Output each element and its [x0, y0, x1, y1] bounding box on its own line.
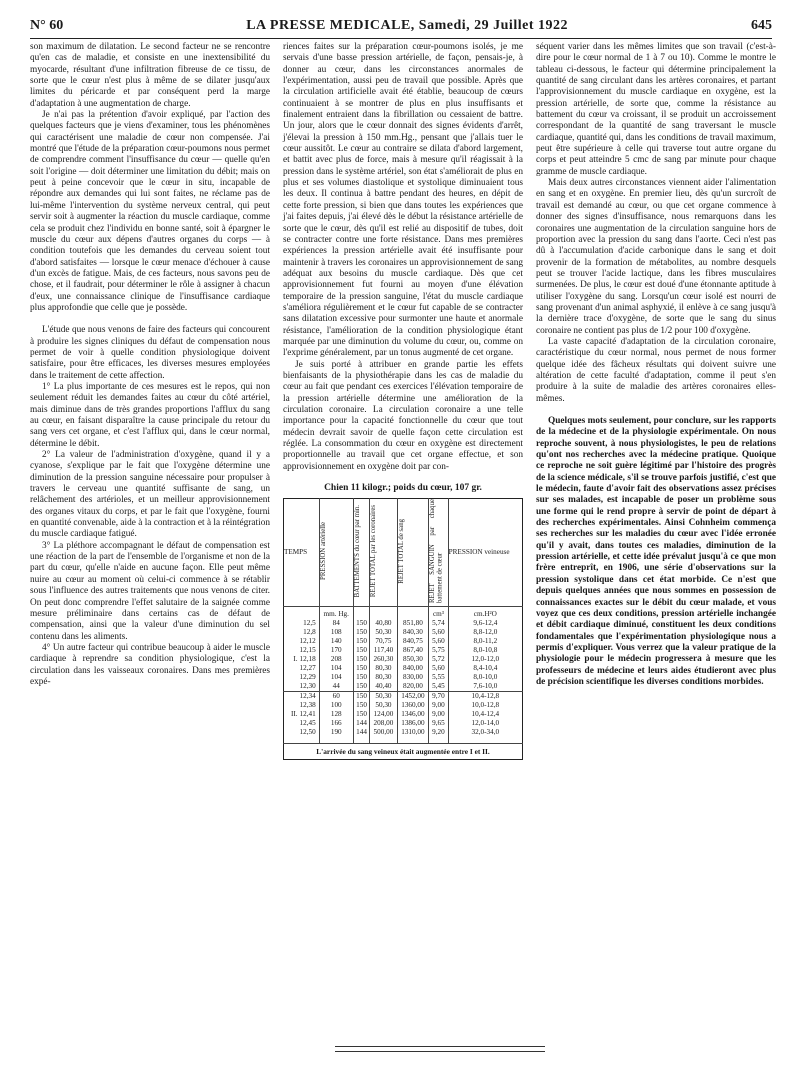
table-cell: 10,4-12,8	[448, 692, 522, 702]
table-cell: 5,74	[429, 619, 448, 628]
time-value: 12,50	[299, 728, 316, 737]
table-cell: 140	[319, 637, 353, 646]
table-cell: 80,30	[370, 673, 397, 682]
time-value: 12,45	[299, 719, 316, 728]
paragraph: 3° La pléthore accompagnant le défaut de compensation est une réaction de la part de l'ensemble de l'organisme et non de la part du cœur, qu'elle n'aide en aucune façon. Elle peut même nuire au cœur au moment où celui-ci commence à se rétablir sous l'influence des autres traitements que nous venons de citer. On peut donc comprendre l'effet salutaire de la saignée comme mesure préliminaire dans certains cas de défaut de compensation, ainsi que la valeur d'une diminution du sel contenu dans les aliments.	[30, 540, 270, 642]
table-header-cell	[397, 499, 429, 607]
table-cell: 9,6-12,4	[448, 619, 522, 628]
table-row	[284, 628, 523, 637]
table-cell: 44	[319, 682, 353, 692]
table-cell: 1452,00	[397, 692, 429, 702]
end-rule-bottom	[335, 1051, 545, 1052]
table-cell: 1360,00	[397, 701, 429, 710]
table-cell: 9,70	[429, 692, 448, 702]
table-cell	[284, 628, 320, 637]
table-cell: 500,00	[370, 728, 397, 737]
paragraph: Je n'ai pas la prétention d'avoir expliqué, par l'action des quelques facteurs que je viens d'examiner, tous les phénomènes qui caractérisent une maladie de cœur non compensée. J'ai montré que l'étude de la préparation cœur-poumons nous permet de comprendre comment l'insuffisance du cœur — quelle qu'en soit l'origine — doit déterminer une limitation du débit; mais on peut à peine concevoir que le cœur in situ, incapable de répondre aux demandes qui lui sont faites, ne réclame pas de lui-même l'intervention du système nerveux central, qui peut servir soit à augmenter la réaction du muscle cardiaque, comme cela se produit chez l'individu en bonne santé, soit à épargner le muscle du cœur aux dépens d'autres organes du corps — à condition toutefois que les demandes du cerveau soient tout d'abord satisfaites — lorsque le cœur menace d'échouer à cause d'un excès de fatigue. Mais, de ces facteurs, nous savons peu de chose, et il faudrait, pour déterminer le rôle à assigner à chacun d'eux, une connaissance clinique de l'insuffisance cardiaque plus approfondie que celle que je possède.	[30, 110, 270, 313]
table-cell: 8,4-10,4	[448, 664, 522, 673]
table-row	[284, 619, 523, 628]
table-note: L'arrivée du sang veineux était augmentée entre I et II.	[284, 744, 523, 760]
table-cell: 5,60	[429, 628, 448, 637]
table-cell: 170	[319, 646, 353, 655]
header-label: PRESSION veineuse	[448, 548, 510, 557]
time-value: 12,18	[299, 655, 316, 664]
column-middle-text	[283, 42, 523, 473]
header-label: REJET TOTAL par les coronaires	[370, 505, 378, 598]
table-header-row	[284, 499, 523, 607]
table-row	[284, 710, 523, 719]
table-cell: 60	[319, 692, 353, 702]
column-middle	[283, 42, 523, 760]
table-cell: 851,80	[397, 619, 429, 628]
table-cell: 820,00	[397, 682, 429, 692]
table-cell: 150	[353, 673, 370, 682]
group-label: I.	[293, 655, 298, 664]
table-cell: 5,55	[429, 673, 448, 682]
table-cell: 117,40	[370, 646, 397, 655]
table-cell: 5,72	[429, 655, 448, 664]
table-cell	[284, 692, 320, 702]
table-cell: 150	[353, 637, 370, 646]
table-cell: 10,4-12,4	[448, 710, 522, 719]
table-cell	[284, 701, 320, 710]
issue-number: N° 60	[30, 18, 64, 33]
table-cell: 104	[319, 664, 353, 673]
table-cell: 150	[353, 619, 370, 628]
table-cell: 208,00	[370, 719, 397, 728]
table-header-cell	[284, 499, 320, 607]
end-rule-top	[335, 1046, 545, 1047]
time-value: 12,38	[299, 701, 316, 710]
table-cell: 40,40	[370, 682, 397, 692]
table-cell: 150	[353, 701, 370, 710]
table-cell: 80,30	[370, 664, 397, 673]
time-value: 12,8	[303, 628, 316, 637]
time-value: 12,41	[299, 710, 316, 719]
table-cell: 9,20	[429, 728, 448, 737]
column-right	[536, 42, 776, 688]
table-cell	[284, 710, 320, 719]
table-cell	[284, 646, 320, 655]
table-cell: 5,75	[429, 646, 448, 655]
table-cell: 10,0-12,8	[448, 701, 522, 710]
table-cell: 150	[353, 655, 370, 664]
table-cell: 8,0-11,2	[448, 637, 522, 646]
time-value: 12,27	[299, 664, 316, 673]
table-row	[284, 664, 523, 673]
table-cell: 104	[319, 673, 353, 682]
paragraph: son maximum de dilatation. Le second facteur ne se rencontre qu'en cas de maladie, et consiste en une inextensibilité du myocarde, résultant d'une infiltration fibreuse de ce tissu, de sorte que le cœur n'est plus à même de se dilater jusqu'aux limites du péricarde et par conséquent perd la marge d'adaptation à une augmentation de charge.	[30, 42, 270, 109]
table-cell	[284, 664, 320, 673]
time-value: 12,29	[299, 673, 316, 682]
table-cell: 70,75	[370, 637, 397, 646]
table-cell: 150	[353, 710, 370, 719]
table-cell: 5,60	[429, 637, 448, 646]
data-table	[283, 498, 523, 760]
table-cell: 840,75	[397, 637, 429, 646]
table-cell: 150	[353, 682, 370, 692]
table-header-cell	[319, 499, 353, 607]
table-cell: 9,00	[429, 701, 448, 710]
paragraph: riences faites sur la préparation cœur-poumons isolés, je me servais d'une basse pression artérielle, de façon, pensais-je, à donner au cœur, dans les circonstances anormales de l'expérimentation, aussi peu de travail que possible. Après que la circulation artificielle avait été établie, beaucoup de cœurs continuaient à se montrer de plus en plus insuffisants et finalement entraient dans la fibrillation ou cessaient de battre. Un jour, alors que le cœur donnait des signes évidents d'arrêt, j'élevai la pression à 150 mm.Hg., pensant que j'allais tuer le cœur aussitôt. Le cœur au contraire se dilata d'abord largement, et battit avec plus de force, mais à mesure qu'il réagissait à la pression dans le système artériel, son état s'améliorait de plus en plus et ses volumes diastolique et systolique diminuaient tous les deux. Il continua à battre pendant des heures, en dépit de cette forte pression, si bien que dans toutes les expériences que j'ai faites depuis, j'ai élevé dès le début la résistance artérielle de sorte que le cœur, dès qu'il est relié au dispositif de tubes, doit se contracter contre une forte résistance. Dans mes premières expériences la pression artérielle avait été insuffisante pour maintenir à travers les coronaires un approvisionnement de sang adéquat aux besoins du muscle cardiaque. Dès que cet approvisionnement fut fourni au moyen d'une élévation temporaire de la pression sanguine, l'état du muscle cardiaque s'améliora régulièrement et le cœur fut capable de se contracter sans dilatation excessive pour surmonter une haute et anormale résistance, l'amélioration de la condition physiologique étant marquée par une diminution du volume du cœur, ou, comme on l'exprime généralement, par un tonus augmenté de cet organe.	[283, 42, 523, 359]
table-cell	[284, 719, 320, 728]
paragraph: Mais deux autres circonstances viennent aider l'alimentation en sang et en oxygène. En premier lieu, dès qu'un surcroît de travail est demandé au cœur, ou que cet organe commence à donner des signes d'insuffisance, nous remarquons dans les coronaires une augmentation de la circulation sanguine hors de proportion avec la pression du sang dans l'aorte. Ceci n'est pas dû à l'accumulation d'acide carbonique dans le sang et doit provenir de la formation de métabolites, au nombre desquels peut se trouver l'acide lactique, dans les fibres musculaires surmenées. De plus, le cœur est doué d'une étonnante aptitude à utiliser l'oxygène du sang. Lorsqu'un cœur isolé est nourri de sang provenant d'un animal asphyxié, il enlève à ce sang jusqu'à la dernière trace d'oxygène, de sorte que le sang du sinus coronaire ne contient pas plus de 1/2 pour 100 d'oxygène.	[536, 178, 776, 336]
table-row	[284, 728, 523, 737]
table-cell: 7,6-10,0	[448, 682, 522, 692]
table-cell: 50,30	[370, 701, 397, 710]
table-cell	[284, 619, 320, 628]
paragraph: Quelques mots seulement, pour conclure, sur les rapports de la médecine et de la physiologie expérimentale. On nous reproche souvent, à nous physiologistes, le peu de relations qu'ont nos recherches avec la médecine pratique. Quoique ce reproche ne soit guère légitimé par l'histoire des progrès de la science médicale, s'il se trouve parfois justifié, c'est que le médecin, faute d'avoir fait des observations assez précises sur ses malades, est incapable de poser un problème sous une forme qui le rend propre à servir de point de départ à des recherches expérimentales. Ainsi Cohnheim commença ses recherches sur les maladies du cœur avec l'idée erronée qu'il y avait, dans toutes ces maladies, diminution de la pression artérielle, et cette idée prévalut jusqu'à ce que mon frère entreprît, en 1906, une série d'observations sur la pression systolique dans cet état morbide. Ce n'est que depuis quelques années que nous sommes en possession de connaissances exactes sur le débit du cœur malade, et vous voyez que ces deux conditions, pression artérielle inchangée et débit cardiaque diminué, constituent les deux conditions fondamentales que l'expérimentation physiologique nous a permis d'expliquer. Vous verrez que la valeur pratique de la physiologie pour le médecin progressera à mesure que les professeurs de médecine et leurs aides étudieront avec plus de précision scientifique les diverses conditions morbides.	[536, 416, 776, 687]
table-cell: 150	[353, 646, 370, 655]
page-number: 645	[750, 18, 772, 33]
table-cell: 1310,00	[397, 728, 429, 737]
table-cell: 144	[353, 719, 370, 728]
table-cell: 190	[319, 728, 353, 737]
table-cell: 8,8-12,0	[448, 628, 522, 637]
unit-cell	[397, 607, 429, 620]
header-label: BATTEMENTS du cœur par min.	[353, 505, 361, 598]
table-cell: 1386,00	[397, 719, 429, 728]
table-row	[284, 655, 523, 664]
time-value: 12,12	[299, 637, 316, 646]
table-row	[284, 719, 523, 728]
table-cell: 8,0-10,0	[448, 673, 522, 682]
table-cell	[284, 673, 320, 682]
unit-cell: mm. Hg.	[319, 607, 353, 620]
paragraph: 2° La valeur de l'administration d'oxygène, quand il y a cyanose, s'explique par le fait que l'oxygène détermine une diminution de la pression sanguine nécessaire pour propulser à travers le cerveau une quantité suffisante de sang, un relâchement des artérioles, et un meilleur approvisionnement des organes vitaux du corps, et par le fait que l'oxygène, fourni en quantité convenable, aide à la contraction et à la réintégration du muscle cardiaque fatigué.	[30, 450, 270, 540]
units-row	[284, 607, 523, 620]
table-cell	[284, 655, 320, 664]
table-cell: 50,30	[370, 692, 397, 702]
paragraph: Je suis porté à attribuer en grande partie les effets bienfaisants de la physiothérapie dans les cas de maladie du cœur au fait que pendant ces exercices l'élévation temporaire de la pression artérielle détermine une amélioration de la circulation coronaire. La circulation coronaire a une telle importance pour la capacité fonctionnelle du cœur que tout médecin devrait savoir de quelle façon cette circulation est réglée. La consommation du cœur en oxygène est directement proportionnelle au travail que cet organe effectue, et son approvisionnement en oxygène doit par con-	[283, 359, 523, 472]
table-cell: 108	[319, 628, 353, 637]
time-value: 12,30	[299, 682, 316, 691]
table-cell: 12,0-14,0	[448, 719, 522, 728]
table-cell: 1346,00	[397, 710, 429, 719]
table-cell: 208	[319, 655, 353, 664]
table-cell: 100	[319, 701, 353, 710]
table-cell: 840,30	[397, 628, 429, 637]
unit-cell	[284, 607, 320, 620]
table-cell: 5,45	[429, 682, 448, 692]
journal-title: LA PRESSE MEDICALE, Samedi, 29 Juillet 1922	[246, 18, 568, 33]
unit-cell: cm³	[429, 607, 448, 620]
table-cell: 50,30	[370, 628, 397, 637]
group-label: II.	[290, 710, 298, 719]
table-cell: 867,40	[397, 646, 429, 655]
page-header	[30, 14, 772, 39]
time-value: 12,15	[299, 646, 316, 655]
table-cell	[284, 637, 320, 646]
table-cell: 40,80	[370, 619, 397, 628]
table-cell: 150	[353, 664, 370, 673]
table-cell: 9,00	[429, 710, 448, 719]
table-cell	[284, 728, 320, 737]
table-cell: 84	[319, 619, 353, 628]
table-cell: 8,0-10,8	[448, 646, 522, 655]
table-header-cell	[370, 499, 397, 607]
table-cell: 260,30	[370, 655, 397, 664]
paragraph: L'étude que nous venons de faire des facteurs qui concourent à produire les signes cliniques du défaut de compensation nous permet de voir à quelle condition physiologique doivent satisfaire, pour être efficaces, les diverses mesures employées dans le traitement de cette affection.	[30, 325, 270, 381]
header-label: REJET TOTAL de sang	[397, 519, 405, 584]
table-cell: 128	[319, 710, 353, 719]
header-label: REJET SANGUIN par chaque battement de cœur	[429, 499, 444, 604]
paragraph: séquent varier dans les mêmes limites que son travail (c'est-à-dire pour le cœur normal de 1 à 7 ou 10). Comme le montre le tableau ci-dessous, le facteur qui détermine principalement la quantité de sang circulant dans les artères coronaires, et partant l'approvisionnement du muscle cardiaque en oxygène, est la pression artérielle, de sorte que, comme la résistance au battement du cœur va croissant, il se produit un accroissement correspondant de la quantité de sang traversant le muscle cardiaque, quantité qui, dans les conditions de travail maximum, peut être supérieure à celle qui traverse tout autre organe du corps et peut atteindre 5 cmc de sang par minute pour chaque gramme de muscle cardiaque.	[536, 42, 776, 177]
unit-cell	[353, 607, 370, 620]
table-cell: 144	[353, 728, 370, 737]
header-label: TEMPS	[284, 548, 308, 557]
paragraph: 1° La plus importante de ces mesures est le repos, qui non seulement réduit les demandes faites au cœur du côté artériel, mais diminue dans de très grandes proportions l'afflux du sang au cœur, en faisant disparaître la cause principale du retour du sang vers cet organe, et c'est l'afflux qui, dans le cœur normal, détermine le débit.	[30, 381, 270, 449]
table-row	[284, 682, 523, 692]
table-cell	[284, 682, 320, 692]
table-row	[284, 701, 523, 710]
table-cell: 150	[353, 628, 370, 637]
table-cell: 166	[319, 719, 353, 728]
note-row	[284, 744, 523, 760]
header-label: PRESSION artérielle	[319, 522, 327, 581]
time-value: 12,5	[303, 619, 316, 628]
table-cell: 840,00	[397, 664, 429, 673]
table-cell: 12,0-12,0	[448, 655, 522, 664]
table-row	[284, 673, 523, 682]
table-cell: 830,00	[397, 673, 429, 682]
table-row	[284, 637, 523, 646]
table-body	[284, 607, 523, 760]
table-cell: 9,65	[429, 719, 448, 728]
table-header-cell	[448, 499, 522, 607]
table-cell: 32,0-34,0	[448, 728, 522, 737]
table-row	[284, 692, 523, 702]
table-cell: 850,30	[397, 655, 429, 664]
column-left	[30, 42, 270, 688]
time-value: 12,34	[299, 692, 316, 701]
table-cell: 5,60	[429, 664, 448, 673]
paragraph: La vaste capacité d'adaptation de la circulation coronaire, caractéristique du cœur normal, nous permet de nous former quelque idée des fâcheux résultats qui doivent suivre une altération de cette faculté d'adaptation, comme il peut s'en produire à la suite de maladie des artères coronaires elles-mêmes.	[536, 336, 776, 404]
table-row	[284, 646, 523, 655]
paragraph: 4° Un autre facteur qui contribue beaucoup à aider le muscle cardiaque à reprendre sa condition physiologique, c'est la circulation dans les vaisseaux coronaires. Dans mes premières expé-	[30, 642, 270, 687]
unit-cell	[370, 607, 397, 620]
table-title: Chien 11 kilogr.; poids du cœur, 107 gr.	[324, 483, 482, 494]
table-cell: 124,00	[370, 710, 397, 719]
table-header-cell	[429, 499, 448, 607]
table-header-cell	[353, 499, 370, 607]
unit-cell: cm.H²O	[448, 607, 522, 620]
table-cell: 150	[353, 692, 370, 702]
